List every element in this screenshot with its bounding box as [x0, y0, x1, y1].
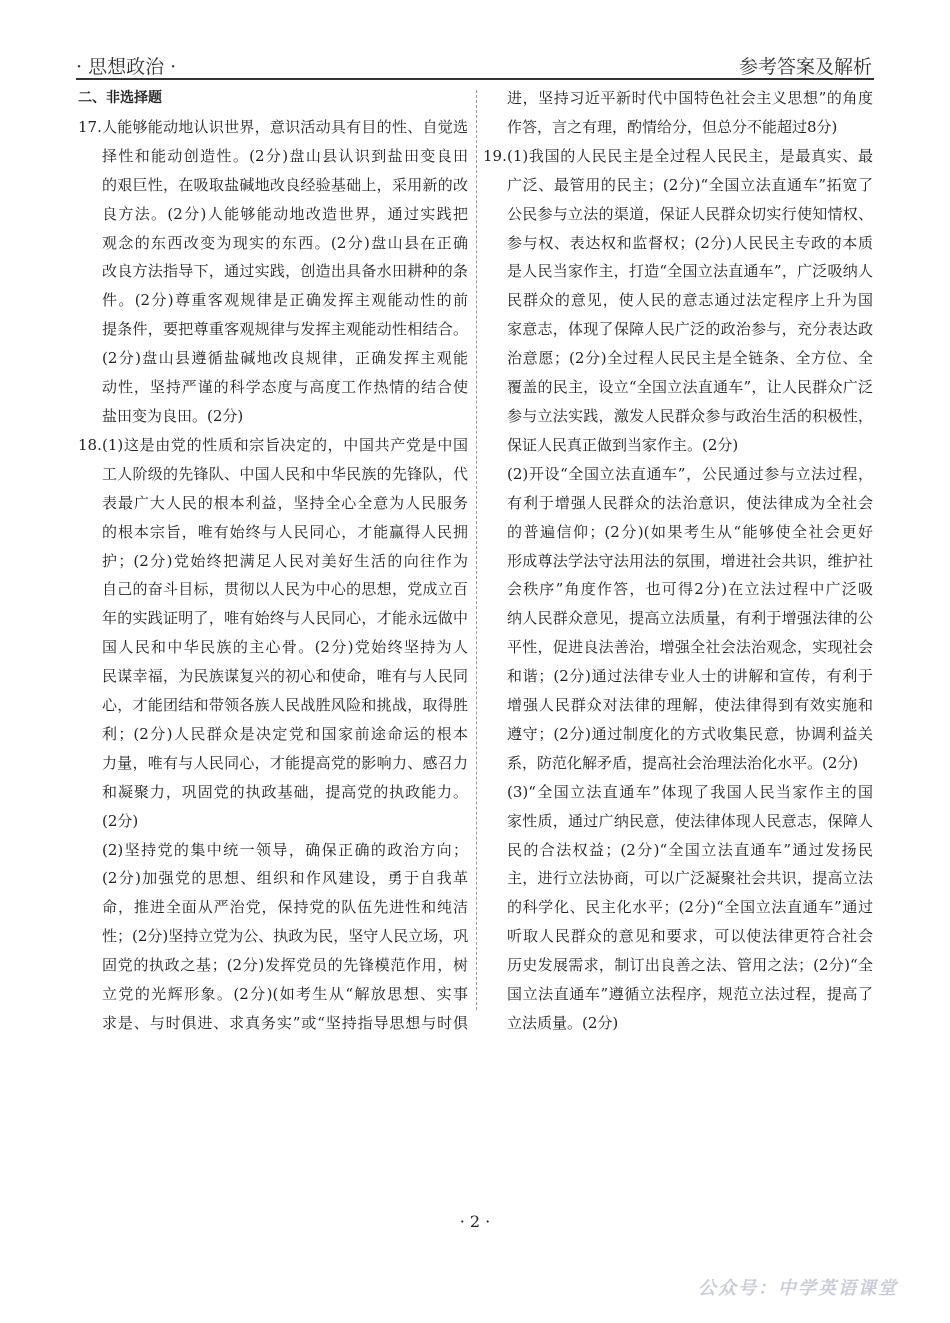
- text-line: 参与立法实践，激发人民群众参与政治生活的积极性，: [507, 406, 873, 425]
- text-line: 心，才能团结和带领各族人民战胜风险和挑战，取得胜: [102, 696, 468, 715]
- section-heading: 二、非选择题: [78, 90, 162, 106]
- text-line: 家性质，通过广纳民意，使法律体现人民意志，保障人: [507, 811, 873, 830]
- text-line: 固党的执政之基；(2分)发挥党员的先锋模范作用，树: [102, 956, 468, 975]
- text-line: 是人民当家作主，打造“全国立法直通车”，广泛吸纳人: [507, 262, 873, 281]
- text-line: 工人阶级的先锋队、中国人民和中华民族的先锋队，代: [102, 464, 468, 483]
- text-line: 作答，言之有理，酌情给分，但总分不能超过8分): [507, 117, 838, 136]
- text-line: 公民参与立法的渠道，保证人民群众切实行使知情权、: [507, 204, 873, 223]
- text-line: 立法质量。(2分): [507, 1014, 619, 1032]
- text-line: 和谐；(2分)通过法律专业人士的讲解和宣传，有利于: [507, 667, 873, 686]
- text-line: 提条件，要把尊重客观规律与发挥主观能动性相结合。: [102, 320, 468, 339]
- text-line: 家意志，体现了保障人民广泛的政治参与，充分表达政: [507, 320, 873, 339]
- question-number: 17.: [78, 117, 102, 136]
- text-line: 人能够能动地认识世界，意识活动具有目的性、自觉选: [102, 117, 468, 136]
- text-line: 的普遍信仰；(2分)(如果考生从“能够使全社会更好: [507, 522, 873, 541]
- text-line: 护；(2分)党始终把满足人民对美好生活的向往作为: [102, 551, 468, 570]
- header-rule: [76, 78, 874, 80]
- answer-block: [483, 778, 873, 1038]
- watermark: 公众号：中学英语课堂: [698, 1278, 898, 1299]
- text-line: 的艰巨性，在吸取盐碱地改良经验基础上，采用新的改: [102, 175, 468, 194]
- answer-block: [483, 142, 873, 460]
- text-line: (2分)盘山县遵循盐碱地改良规律，正确发挥主观能: [102, 349, 468, 368]
- text-line: 和凝聚力，巩固党的执政基础，提高党的执政能力。: [102, 782, 468, 801]
- text-line: 进，坚持习近平新时代中国特色社会主义思想”的角度: [507, 89, 873, 107]
- text-line: 命，推进全面从严治党，保持党的队伍先进性和纯洁: [102, 898, 468, 917]
- text-line: 会秩序”角度作答，也可得2分)在立法过程中广泛吸: [507, 580, 873, 599]
- answer-block: [78, 113, 468, 431]
- text-line: 求是、与时俱进、求真务实”或“坚持指导思想与时俱: [102, 1014, 468, 1032]
- answer-block: [483, 460, 873, 778]
- text-line: 主，进行立法协商，可以广泛凝聚社会共识，提高立法: [507, 869, 873, 888]
- text-line: 力量，唯有与人民同心，才能提高党的影响力、感召力: [102, 753, 468, 772]
- text-line: 年的实践证明了，唯有始终与人民同心，才能永远做中: [102, 609, 468, 628]
- text-line: 表最广大人民的根本利益，坚持全心全意为人民服务: [102, 493, 468, 512]
- text-line: 广泛、最管用的民主；(2分)“全国立法直通车”拓宽了: [507, 175, 873, 194]
- answer-block: [78, 431, 468, 836]
- column-divider: [476, 90, 477, 1010]
- text-line: 有利于增强人民群众的法治意识，使法律成为全社会: [507, 493, 873, 512]
- answer-block: [483, 84, 873, 142]
- text-line: 自己的奋斗目标，贯彻以人民为中心的思想，党成立百: [102, 580, 468, 599]
- answer-key-header: 参考答案及解析: [738, 56, 872, 78]
- text-line: 形成尊法学法守法用法的氛围，增进社会共识，维护社: [507, 551, 873, 570]
- text-line: 动性，坚持严谨的科学态度与高度工作热情的结合使: [102, 378, 468, 397]
- answer-block: [78, 836, 468, 1038]
- text-line: 平性，促进良法善治，增强全社会法治观念，实现社会: [507, 638, 873, 657]
- text-line: 历史发展需求，制订出良善之法、管用之法；(2分)“全: [507, 956, 873, 975]
- page-number: · 2 ·: [459, 1212, 491, 1231]
- text-line: 民的合法权益；(2分)“全国立法直通车”通过发扬民: [507, 840, 873, 859]
- text-line: 纳人民群众意见，提高立法质量，有利于增强法律的公: [507, 609, 873, 628]
- text-line: 的科学化、民主化水平；(2分)“全国立法直通车”通过: [507, 898, 873, 917]
- text-line: 保证人民真正做到当家作主。(2分): [507, 435, 739, 454]
- text-line: 听取人民群众的意见和要求，可以使法律更符合社会: [507, 927, 873, 946]
- text-line: (1)我国的人民民主是全过程人民民主，是最真实、最: [507, 146, 873, 165]
- text-line: (2)坚持党的集中统一领导，确保正确的政治方向；: [102, 840, 468, 859]
- text-line: 参与权、表达权和监督权；(2分)人民民主专政的本质: [507, 233, 873, 252]
- text-line: 择性和能动创造性。(2分)盘山县认识到盐田变良田: [102, 146, 468, 165]
- text-line: 国立法直通车”遵循立法程序，规范立法过程，提高了: [507, 985, 873, 1004]
- text-line: 国人民和中华民族的主心骨。(2分)党始终坚持为人: [102, 638, 468, 657]
- text-line: (2分)加强党的思想、组织和作风建设，勇于自我革: [102, 869, 468, 888]
- text-line: 利；(2分)人民群众是决定党和国家前途命运的根本: [102, 724, 468, 743]
- text-line: (2分): [102, 811, 139, 830]
- text-line: 件。(2分)尊重客观规律是正确发挥主观能动性的前: [102, 291, 468, 310]
- text-line: 立党的光辉形象。(2分)(如考生从“解放思想、实事: [102, 985, 468, 1004]
- text-line: 遵守；(2分)通过制度化的方式收集民意，协调利益关: [507, 724, 873, 743]
- text-line: 改良方法指导下，通过实践，创造出具备水田耕种的条: [102, 262, 468, 281]
- text-line: 覆盖的民主，设立“全国立法直通车”，让人民群众广泛: [507, 378, 873, 397]
- text-line: (3)“全国立法直通车”体现了我国人民当家作主的国: [507, 782, 873, 801]
- left-column: [78, 84, 468, 1038]
- text-line: 观念的东西改变为现实的东西。(2分)盘山县在正确: [102, 233, 468, 252]
- text-line: 增强人民群众对法律的理解，使法律得到有效实施和: [507, 696, 873, 715]
- text-line: 性；(2分)坚持立党为公、执政为民，坚守人民立场，巩: [102, 927, 468, 946]
- text-line: 的根本宗旨，唯有始终与人民同心，才能赢得人民拥: [102, 522, 468, 541]
- text-line: 盐田变为良田。(2分): [102, 406, 244, 425]
- text-line: 良方法。(2分)人能够能动地改造世界，通过实践把: [102, 204, 468, 223]
- right-column: [483, 84, 873, 1038]
- text-line: (1)这是由党的性质和宗旨决定的，中国共产党是中国: [102, 435, 468, 454]
- text-line: 系，防范化解矛盾，提高社会治理法治化水平。(2分): [507, 753, 859, 772]
- text-line: 民群众的意见，使人民的意志通过法定程序上升为国: [507, 291, 873, 310]
- text-line: 民谋幸福，为民族谋复兴的初心和使命，唯有与人民同: [102, 667, 468, 686]
- text-line: 治意愿；(2分)全过程人民民主是全链条、全方位、全: [507, 349, 873, 368]
- question-number: 18.: [78, 435, 102, 454]
- subject-header: · 思想政治 ·: [76, 56, 177, 78]
- question-number: 19.: [483, 146, 507, 165]
- text-line: (2)开设“全国立法直通车”，公民通过参与立法过程，: [507, 464, 873, 483]
